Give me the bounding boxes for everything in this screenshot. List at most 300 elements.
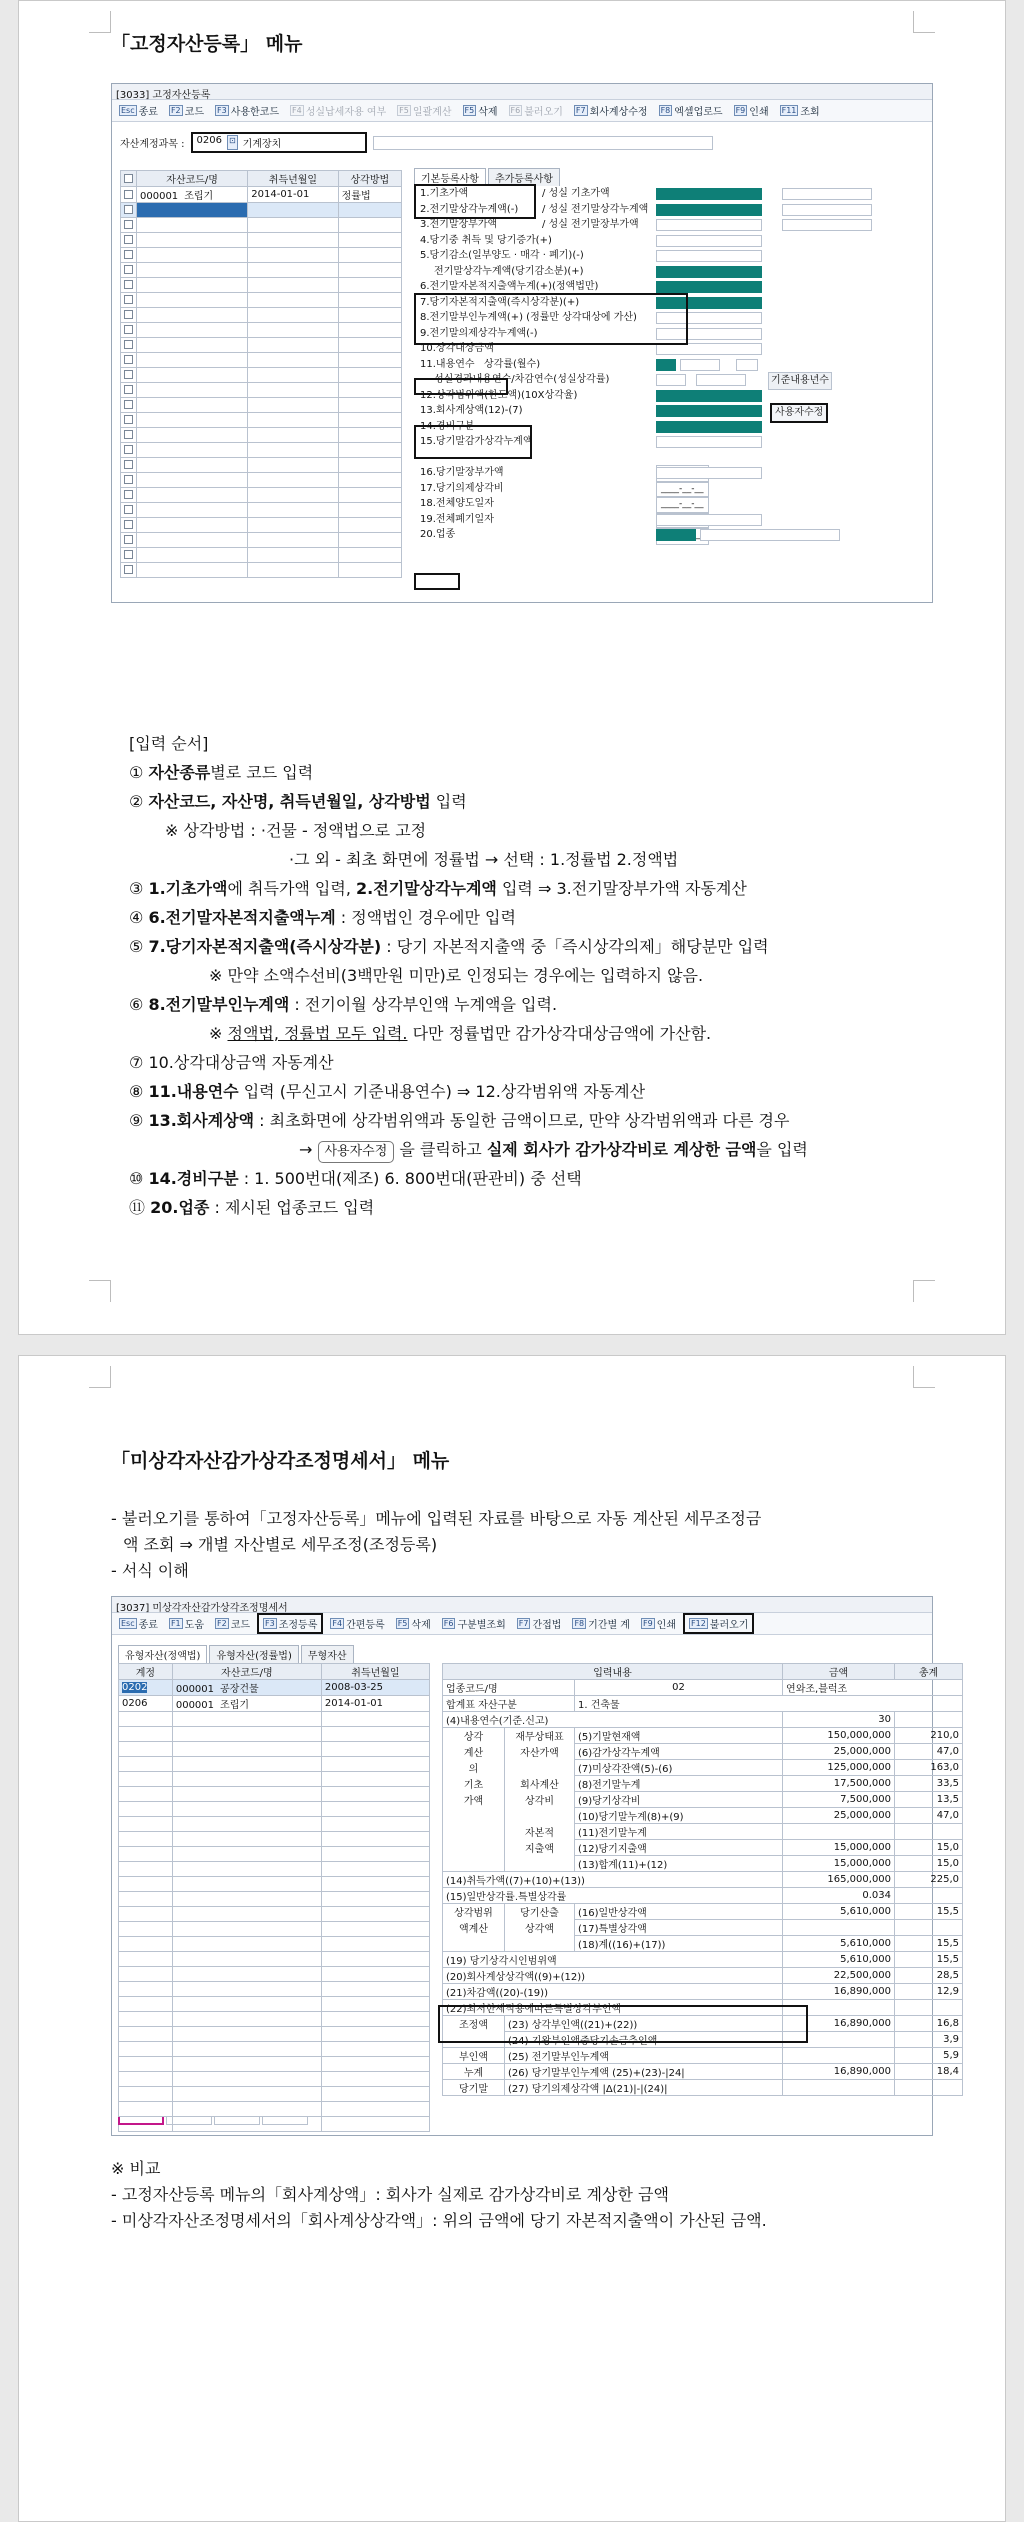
user-modify-button[interactable]: 사용자수정	[770, 403, 828, 423]
table-cell[interactable]	[321, 2087, 429, 2102]
toolbar-button[interactable]	[513, 1615, 566, 1632]
table-cell[interactable]	[321, 1712, 429, 1727]
table-cell[interactable]	[119, 1787, 173, 1802]
row-checkbox[interactable]	[124, 430, 133, 439]
table-cell[interactable]	[248, 428, 338, 443]
table-cell[interactable]	[119, 2027, 173, 2042]
table-cell[interactable]	[321, 1862, 429, 1877]
row-checkbox[interactable]	[124, 505, 133, 514]
table-row[interactable]	[121, 233, 402, 248]
table-cell[interactable]	[121, 473, 137, 488]
row-checkbox[interactable]	[124, 190, 133, 199]
table-cell[interactable]	[172, 1907, 321, 1922]
table-cell[interactable]	[172, 1712, 321, 1727]
table-cell[interactable]	[119, 1922, 173, 1937]
table-cell[interactable]	[338, 428, 401, 443]
table-cell[interactable]	[121, 353, 137, 368]
table-cell[interactable]	[137, 488, 248, 503]
table-cell[interactable]	[338, 488, 401, 503]
table-cell[interactable]	[172, 1772, 321, 1787]
faithful-amount-input[interactable]	[782, 204, 872, 216]
tab-additional[interactable]: 추가등록사항	[488, 168, 560, 186]
table-row[interactable]	[119, 1937, 430, 1952]
table-cell[interactable]	[121, 278, 137, 293]
row-checkbox[interactable]	[124, 550, 133, 559]
table-cell[interactable]	[119, 1757, 173, 1772]
table-cell[interactable]	[321, 1680, 429, 1696]
table-cell[interactable]	[321, 2027, 429, 2042]
table-row[interactable]	[119, 1712, 430, 1727]
table-cell[interactable]	[119, 2012, 173, 2027]
toolbar-button[interactable]	[570, 102, 652, 119]
table-row[interactable]	[121, 398, 402, 413]
table-cell[interactable]	[121, 398, 137, 413]
table-cell[interactable]	[338, 338, 401, 353]
table-cell[interactable]	[338, 383, 401, 398]
table-cell[interactable]	[248, 218, 338, 233]
table-row[interactable]	[121, 428, 402, 443]
row-checkbox[interactable]	[124, 310, 133, 319]
table-cell[interactable]	[321, 1892, 429, 1907]
table-cell[interactable]	[172, 1757, 321, 1772]
table-row[interactable]	[119, 2042, 430, 2057]
toolbar-button[interactable]	[286, 102, 390, 119]
table-cell[interactable]	[121, 263, 137, 278]
amount-field[interactable]	[656, 219, 762, 231]
table-cell[interactable]	[172, 1892, 321, 1907]
table-cell[interactable]	[121, 233, 137, 248]
toolbar-button[interactable]	[165, 102, 208, 119]
row-checkbox[interactable]	[124, 340, 133, 349]
toolbar-button[interactable]	[165, 1615, 208, 1632]
table-cell[interactable]	[119, 1727, 173, 1742]
table-cell[interactable]	[119, 2057, 173, 2072]
faithful-years-field[interactable]	[656, 374, 686, 386]
table-row[interactable]	[121, 353, 402, 368]
table-row[interactable]	[119, 1892, 430, 1907]
table-row[interactable]	[119, 1847, 430, 1862]
table-cell[interactable]	[172, 1847, 321, 1862]
table-cell[interactable]	[248, 548, 338, 563]
bottom-tab[interactable]	[214, 2117, 260, 2125]
table-cell[interactable]	[248, 473, 338, 488]
row-checkbox[interactable]	[124, 235, 133, 244]
table-cell[interactable]	[137, 353, 248, 368]
table-row[interactable]	[121, 383, 402, 398]
industry-name[interactable]	[700, 529, 840, 541]
account-selector[interactable]	[191, 132, 367, 153]
table-cell[interactable]	[338, 398, 401, 413]
tab-straight-line[interactable]: 유형자산(정액법)	[118, 1645, 207, 1663]
table-cell[interactable]	[119, 1817, 173, 1832]
table-cell[interactable]	[119, 1892, 173, 1907]
table-cell[interactable]	[172, 1862, 321, 1877]
table-cell[interactable]	[137, 533, 248, 548]
table-cell[interactable]	[338, 293, 401, 308]
table-row[interactable]	[119, 2012, 430, 2027]
amount-field[interactable]	[656, 235, 762, 247]
table-cell[interactable]	[338, 187, 401, 203]
table-cell[interactable]	[121, 443, 137, 458]
table-cell[interactable]	[248, 203, 338, 218]
table-cell[interactable]	[119, 2072, 173, 2087]
row-checkbox[interactable]	[124, 220, 133, 229]
table-cell[interactable]	[321, 1907, 429, 1922]
table-cell[interactable]	[172, 1680, 321, 1696]
table-cell[interactable]	[137, 203, 248, 218]
table-cell[interactable]	[137, 518, 248, 533]
table-row[interactable]	[119, 1907, 430, 1922]
table-cell[interactable]	[121, 323, 137, 338]
table-cell[interactable]	[172, 1802, 321, 1817]
row-checkbox[interactable]	[124, 535, 133, 544]
table-cell[interactable]	[338, 368, 401, 383]
table-cell[interactable]	[321, 1742, 429, 1757]
table-cell[interactable]	[338, 503, 401, 518]
amount-input[interactable]	[656, 188, 762, 200]
table-cell[interactable]	[172, 2087, 321, 2102]
table-cell[interactable]	[338, 518, 401, 533]
table-cell[interactable]	[338, 218, 401, 233]
table-row[interactable]	[121, 563, 402, 578]
toolbar-button[interactable]	[683, 1613, 754, 1634]
table-cell[interactable]	[338, 278, 401, 293]
table-cell[interactable]	[321, 1847, 429, 1862]
row-checkbox[interactable]	[124, 295, 133, 304]
toolbar-button[interactable]	[730, 102, 773, 119]
table-cell[interactable]	[119, 1967, 173, 1982]
table-cell[interactable]	[172, 1952, 321, 1967]
table-cell[interactable]	[137, 428, 248, 443]
table-cell[interactable]	[321, 1772, 429, 1787]
table-cell[interactable]	[172, 2102, 321, 2117]
table-row[interactable]	[119, 1877, 430, 1892]
table-cell[interactable]	[137, 413, 248, 428]
table-cell[interactable]	[172, 1817, 321, 1832]
table-cell[interactable]	[248, 308, 338, 323]
table-row[interactable]	[119, 1967, 430, 1982]
table-row[interactable]	[119, 1817, 430, 1832]
table-cell[interactable]	[338, 563, 401, 578]
table-row[interactable]	[121, 503, 402, 518]
table-cell[interactable]	[137, 248, 248, 263]
table-row[interactable]	[121, 308, 402, 323]
table-row[interactable]	[121, 338, 402, 353]
table-cell[interactable]	[248, 533, 338, 548]
rate-field[interactable]	[680, 359, 720, 371]
table-cell[interactable]	[121, 458, 137, 473]
table-row[interactable]	[119, 1757, 430, 1772]
row-checkbox[interactable]	[124, 325, 133, 334]
table-row[interactable]	[121, 443, 402, 458]
table-cell[interactable]	[248, 263, 338, 278]
table-cell[interactable]	[172, 2057, 321, 2072]
amount-field[interactable]	[656, 514, 762, 526]
date-input[interactable]: ____-__-__	[656, 481, 709, 499]
row-checkbox[interactable]	[124, 415, 133, 424]
table-row[interactable]	[121, 488, 402, 503]
table-cell[interactable]	[137, 323, 248, 338]
table-cell[interactable]	[121, 488, 137, 503]
table-cell[interactable]	[121, 338, 137, 353]
table-row[interactable]	[121, 548, 402, 563]
row-checkbox[interactable]	[124, 475, 133, 484]
table-cell[interactable]	[321, 2042, 429, 2057]
table-cell[interactable]	[321, 1787, 429, 1802]
faithful-amount-input[interactable]	[782, 188, 872, 200]
table-cell[interactable]	[119, 2042, 173, 2057]
table-cell[interactable]	[137, 338, 248, 353]
table-cell[interactable]	[119, 1862, 173, 1877]
table-cell[interactable]	[172, 1922, 321, 1937]
table-cell[interactable]	[137, 233, 248, 248]
account-extra-field[interactable]	[373, 136, 713, 150]
table-row[interactable]	[119, 2087, 430, 2102]
row-checkbox[interactable]	[124, 370, 133, 379]
table-cell[interactable]	[338, 353, 401, 368]
table-row[interactable]	[121, 323, 402, 338]
table-row[interactable]	[121, 187, 402, 203]
table-cell[interactable]	[321, 1877, 429, 1892]
table-cell[interactable]	[121, 293, 137, 308]
toolbar-button[interactable]	[393, 102, 455, 119]
row-checkbox[interactable]	[124, 400, 133, 409]
table-cell[interactable]	[119, 1907, 173, 1922]
table-row[interactable]	[119, 2102, 430, 2117]
table-cell[interactable]	[321, 1937, 429, 1952]
table-cell[interactable]	[119, 2087, 173, 2102]
deduct-years-field[interactable]	[696, 374, 746, 386]
table-cell[interactable]	[321, 1982, 429, 1997]
table-cell[interactable]	[321, 1997, 429, 2012]
table-cell[interactable]	[137, 263, 248, 278]
bottom-tab[interactable]	[166, 2117, 212, 2125]
row-checkbox[interactable]	[124, 265, 133, 274]
row-checkbox[interactable]	[124, 520, 133, 529]
table-cell[interactable]	[338, 413, 401, 428]
table-cell[interactable]	[121, 187, 137, 203]
row-checkbox[interactable]	[124, 490, 133, 499]
table-cell[interactable]	[119, 1696, 173, 1712]
table-cell[interactable]	[137, 187, 248, 203]
table-cell[interactable]	[248, 368, 338, 383]
amount-input[interactable]	[656, 390, 762, 402]
table-row[interactable]	[119, 1742, 430, 1757]
table-cell[interactable]	[121, 548, 137, 563]
table-cell[interactable]	[321, 1757, 429, 1772]
table-cell[interactable]	[321, 1727, 429, 1742]
table-cell[interactable]	[172, 1877, 321, 1892]
table-cell[interactable]	[338, 473, 401, 488]
table-cell[interactable]	[119, 1742, 173, 1757]
row-checkbox[interactable]	[124, 565, 133, 574]
table-cell[interactable]	[172, 2012, 321, 2027]
search-icon[interactable]: ⊡	[227, 135, 238, 150]
table-cell[interactable]	[137, 458, 248, 473]
table-row[interactable]	[121, 218, 402, 233]
table-row[interactable]	[119, 1727, 430, 1742]
table-cell[interactable]	[248, 398, 338, 413]
table-cell[interactable]	[338, 263, 401, 278]
table-cell[interactable]	[248, 353, 338, 368]
table-row[interactable]	[119, 1832, 430, 1847]
row-checkbox[interactable]	[124, 385, 133, 394]
select-all-checkbox[interactable]	[121, 171, 137, 187]
table-cell[interactable]	[121, 248, 137, 263]
toolbar-button[interactable]	[655, 102, 727, 119]
amount-input[interactable]	[656, 421, 762, 433]
table-cell[interactable]	[119, 1680, 173, 1696]
table-cell[interactable]	[338, 458, 401, 473]
table-cell[interactable]	[248, 248, 338, 263]
table-cell[interactable]	[172, 1937, 321, 1952]
table-cell[interactable]	[321, 1832, 429, 1847]
table-cell[interactable]	[121, 368, 137, 383]
toolbar-button[interactable]	[776, 102, 824, 119]
row-checkbox[interactable]	[124, 205, 133, 214]
table-row[interactable]	[119, 2057, 430, 2072]
toolbar-button[interactable]	[211, 1615, 254, 1632]
table-row[interactable]	[119, 1862, 430, 1877]
table-cell[interactable]	[121, 413, 137, 428]
table-cell[interactable]	[121, 203, 137, 218]
table-cell[interactable]	[121, 503, 137, 518]
amount-field[interactable]	[656, 250, 762, 262]
toolbar-button[interactable]	[257, 1613, 323, 1634]
table-row[interactable]	[121, 533, 402, 548]
tab-declining-balance[interactable]: 유형자산(정률법)	[209, 1645, 298, 1663]
table-cell[interactable]	[248, 518, 338, 533]
row-checkbox[interactable]	[124, 355, 133, 364]
table-cell[interactable]	[338, 443, 401, 458]
table-cell[interactable]	[248, 187, 338, 203]
table-cell[interactable]	[119, 1847, 173, 1862]
table-row[interactable]	[119, 2027, 430, 2042]
table-row[interactable]	[119, 1922, 430, 1937]
table-cell[interactable]	[172, 1967, 321, 1982]
row-checkbox[interactable]	[124, 280, 133, 289]
table-cell[interactable]	[121, 428, 137, 443]
table-cell[interactable]	[321, 1696, 429, 1712]
table-row[interactable]	[119, 1952, 430, 1967]
table-cell[interactable]	[119, 1802, 173, 1817]
table-cell[interactable]	[119, 1712, 173, 1727]
table-cell[interactable]	[137, 473, 248, 488]
toolbar-button[interactable]	[459, 102, 502, 119]
table-cell[interactable]	[338, 308, 401, 323]
table-cell[interactable]	[121, 383, 137, 398]
table-row[interactable]	[119, 1997, 430, 2012]
table-row[interactable]	[119, 1982, 430, 1997]
table-cell[interactable]	[321, 2102, 429, 2117]
table-cell[interactable]	[248, 488, 338, 503]
table-cell[interactable]	[321, 2012, 429, 2027]
table-row[interactable]	[119, 1787, 430, 1802]
table-cell[interactable]	[137, 548, 248, 563]
table-cell[interactable]	[119, 1937, 173, 1952]
bottom-tab[interactable]	[262, 2117, 308, 2125]
bottom-tab[interactable]	[118, 2117, 164, 2125]
table-row[interactable]	[119, 1696, 430, 1712]
table-cell[interactable]	[338, 203, 401, 218]
amount-field[interactable]	[656, 436, 762, 448]
table-cell[interactable]	[321, 1817, 429, 1832]
table-cell[interactable]	[121, 533, 137, 548]
table-cell[interactable]	[121, 218, 137, 233]
row-checkbox[interactable]	[124, 250, 133, 259]
table-cell[interactable]	[172, 2042, 321, 2057]
toolbar-button[interactable]	[637, 1615, 680, 1632]
table-row[interactable]	[121, 518, 402, 533]
table-cell[interactable]	[248, 563, 338, 578]
table-cell[interactable]	[137, 218, 248, 233]
tab-basic[interactable]: 기본등록사항	[414, 168, 486, 186]
table-cell[interactable]	[248, 233, 338, 248]
table-row[interactable]	[119, 1680, 430, 1696]
table-cell[interactable]	[172, 1982, 321, 1997]
table-cell[interactable]	[248, 503, 338, 518]
date-input[interactable]: ____-__-__	[656, 496, 709, 514]
table-cell[interactable]	[172, 2027, 321, 2042]
table-row[interactable]	[121, 248, 402, 263]
table-cell[interactable]	[338, 233, 401, 248]
table-cell[interactable]	[338, 248, 401, 263]
table-row[interactable]	[119, 1772, 430, 1787]
amount-field[interactable]	[656, 467, 762, 479]
table-cell[interactable]	[172, 1696, 321, 1712]
table-row[interactable]	[119, 1802, 430, 1817]
faithful-amount-field[interactable]	[782, 219, 872, 231]
amount-input[interactable]	[656, 204, 762, 216]
table-cell[interactable]	[121, 563, 137, 578]
table-cell[interactable]	[248, 458, 338, 473]
toolbar-button[interactable]	[115, 102, 162, 119]
table-cell[interactable]	[172, 1787, 321, 1802]
table-cell[interactable]	[248, 323, 338, 338]
table-cell[interactable]	[172, 1727, 321, 1742]
table-cell[interactable]	[119, 1772, 173, 1787]
toolbar-button[interactable]	[438, 1615, 510, 1632]
table-row[interactable]	[121, 413, 402, 428]
table-row[interactable]	[121, 458, 402, 473]
toolbar-button[interactable]	[392, 1615, 435, 1632]
months-field[interactable]	[736, 359, 758, 371]
table-row[interactable]	[121, 293, 402, 308]
toolbar-button[interactable]	[115, 1615, 162, 1632]
table-row[interactable]	[121, 263, 402, 278]
table-cell[interactable]	[321, 1922, 429, 1937]
table-cell[interactable]	[137, 293, 248, 308]
table-cell[interactable]	[321, 2117, 429, 2132]
table-cell[interactable]	[137, 398, 248, 413]
table-cell[interactable]	[248, 293, 338, 308]
table-cell[interactable]	[119, 1997, 173, 2012]
table-cell[interactable]	[321, 1952, 429, 1967]
toolbar-button[interactable]	[505, 102, 567, 119]
table-cell[interactable]	[119, 1832, 173, 1847]
table-row[interactable]	[121, 203, 402, 218]
row-checkbox[interactable]	[124, 445, 133, 454]
amount-input[interactable]	[656, 266, 762, 278]
table-cell[interactable]	[321, 1967, 429, 1982]
table-cell[interactable]	[338, 548, 401, 563]
table-cell[interactable]	[172, 2072, 321, 2087]
tab-intangible[interactable]: 무형자산	[301, 1645, 354, 1663]
table-cell[interactable]	[338, 533, 401, 548]
table-cell[interactable]	[119, 2102, 173, 2117]
table-cell[interactable]	[321, 2072, 429, 2087]
table-cell[interactable]	[321, 2057, 429, 2072]
